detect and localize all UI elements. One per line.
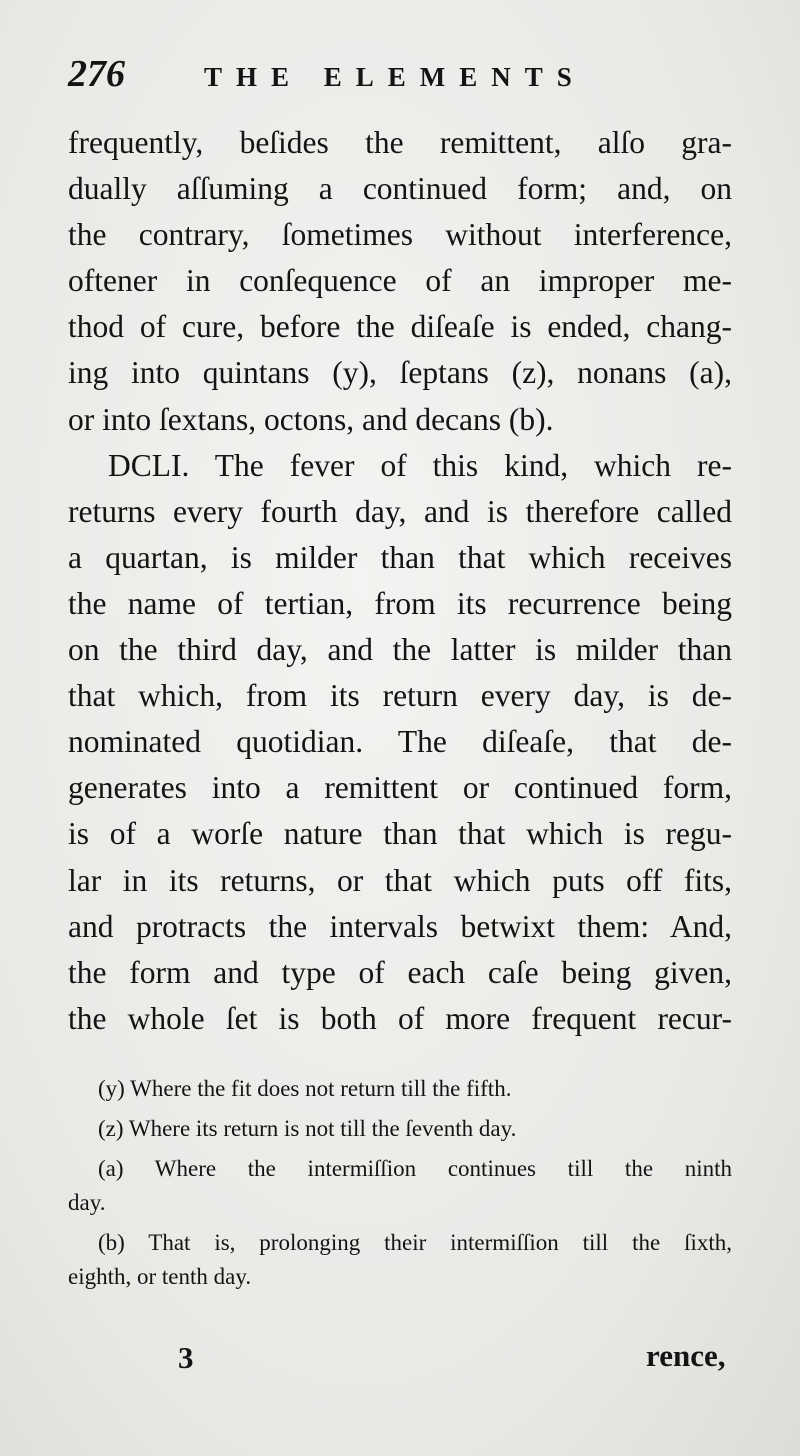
paragraph-start-line: DCLI. The fever of this kind, which re-	[108, 447, 732, 483]
text-line: nominated quotidian. The diſeaſe, that de-	[68, 724, 732, 760]
text-line: that which, from its return every day, is de-	[68, 678, 732, 714]
text-line: oftener in conſequence of an improper me-	[68, 263, 732, 299]
footnote-b: (b) That is, prolonging their intermiſſion till the ſixth,	[98, 1230, 732, 1255]
footnote-a: (a) Where the intermiſſion continues till the ninth	[98, 1156, 732, 1181]
footnote-a-continued: day.	[68, 1190, 106, 1215]
text-line: is of a worſe nature than that which is regu-	[68, 816, 732, 852]
signature-mark: 3	[178, 1340, 194, 1375]
text-line: the contrary, ſometimes without interference,	[68, 217, 732, 253]
text-line: on the third day, and the latter is milder than	[68, 632, 732, 668]
footnote-b-continued: eighth, or tenth day.	[68, 1264, 252, 1289]
text-line: the whole ſet is both of more frequent recur-	[68, 1000, 732, 1036]
page-number: 276	[68, 53, 125, 95]
text-line: the name of tertian, from its recurrence being	[68, 585, 732, 621]
catchword: rence,	[646, 1338, 726, 1373]
text-line: a quartan, is milder than that which receives	[68, 539, 732, 575]
text-line: returns every fourth day, and is therefore called	[68, 493, 732, 529]
text-line: frequently, beſides the remittent, alſo gra-	[68, 125, 732, 160]
footnote-y: (y) Where the fit does not return till the fifth.	[98, 1076, 512, 1101]
text-line: and protracts the intervals betwixt them: And,	[68, 908, 732, 944]
text-line: ing into quintans (y), ſeptans (z), nonans (a),	[68, 355, 732, 391]
footnotes	[68, 1072, 732, 1294]
footnote-z: (z) Where its return is not till the ſeventh day.	[98, 1116, 517, 1141]
text-line: thod of cure, before the diſeaſe is ended, chang-	[68, 309, 732, 345]
text-line: dually aſſuming a continued form; and, on	[68, 171, 732, 207]
text-line: generates into a remittent or continued form,	[68, 770, 732, 806]
running-title: THE ELEMENTS	[204, 62, 586, 92]
page-header	[68, 52, 728, 112]
body-text	[68, 120, 732, 1042]
text-line: lar in its returns, or that which puts off fits,	[68, 862, 732, 898]
text-line: or into ſextans, octons, and decans (b).	[68, 401, 554, 437]
text-line: the form and type of each caſe being given,	[68, 954, 732, 990]
